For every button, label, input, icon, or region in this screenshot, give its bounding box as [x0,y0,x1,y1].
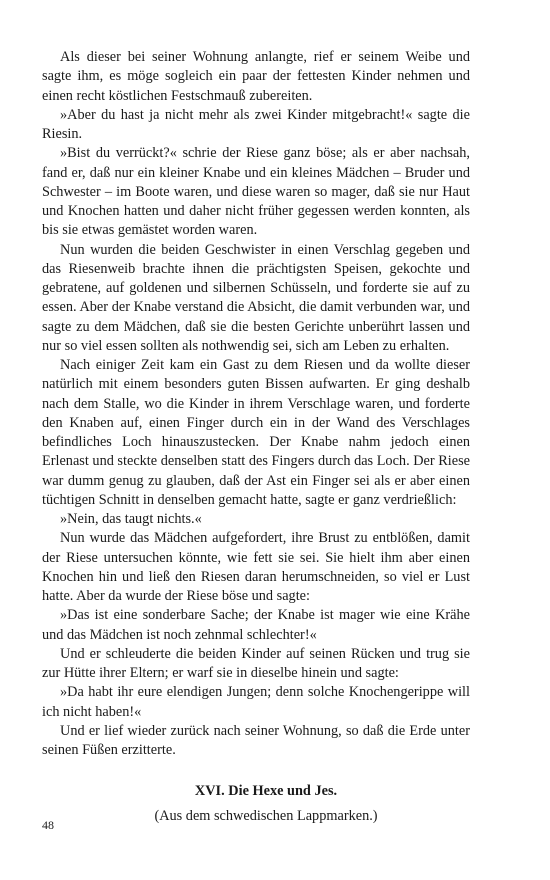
paragraph-7: Nun wurde das Mädchen aufgefordert, ihre Brust zu entblößen, damit der Riese untersuchen könnte, wie fett sie sei. Sie hielt ihm aber einen Knochen hin und ließ den Riesen daran herumschneiden, so viel er Lust hatte. Aber da wurde der Riese böse und sagte: [42,530,470,604]
paragraph-1: Als dieser bei seiner Wohnung anlangte, rief er seinem Weibe und sagte ihm, es möge sogleich ein paar der fettesten Kinder nehmen und einen recht köstlichen Festschmauß zubereiten. [42,49,470,104]
chapter-subtitle: (Aus dem schwedischen Lappmarken.) [154,808,378,825]
paragraph-5: Nach einiger Zeit kam ein Gast zu dem Riesen und da wollte dieser natürlich mit einem besonders guten Bissen aufwarten. Er ging deshalb nach dem Stalle, wo die Kinder in ihrem Verschlage waren, und forderte den Knaben auf, einen Finger durch ein in der Wand des Verschlages befindliches Loch hinauszustecken. Der Knabe nahm jedoch einen Erlenast und steckte denselben statt des Fingers durch das Loch. Der Riese war dumm genug zu glauben, daß der Ast ein Finger sei als er aber einen tüchtigen Schnitt in denselben gemacht hatte, sagte er ganz verdrießlich: [42,357,470,508]
paragraph-4: Nun wurden die beiden Geschwister in einen Verschlag gegeben und das Riesenweib brachte ihnen die prächtigsten Speisen, gekochte und gebratene, auf goldenen und silbernen Schüsseln, und forderte sie auf zu essen. Aber der Knabe verstand die Absicht, die damit verbunden war, und sagte zu dem Mädchen, daß sie die besten Gerichte unberührt lassen und nur so viel essen sollten als nothwendig sei, sich am Leben zu erhalten. [42,241,470,354]
page-body [42,48,470,826]
paragraph-2: »Aber du hast ja nicht mehr als zwei Kinder mitgebracht!« sagte die Riesin. [42,106,470,142]
chapter-title: XVI. Die Hexe und Jes. [194,783,338,800]
page-number: 48 [42,818,54,832]
paragraph-6: »Nein, das taugt nichts.« [60,511,202,527]
paragraph-8: »Das ist eine sonderbare Sache; der Knabe ist mager wie eine Krähe und das Mädchen ist noch zehnmal schlechter!« [42,607,470,643]
paragraph-3: »Bist du verrückt?« schrie der Riese ganz böse; als er aber nachsah, fand er, daß nur ein kleiner Knabe und ein kleines Mädchen – Bruder und Schwester – im Boote waren, und diese waren so mager, daß sie nur Haut und Knochen hatten und daher nicht früher gegessen werden konnten, als bis sie etwas gemästet worden waren. [42,145,470,239]
paragraph-10: »Da habt ihr eure elendigen Jungen; denn solche Knochengerippe will ich nicht haben!« [42,684,470,720]
paragraph-11: Und er lief wieder zurück nach seiner Wohnung, so daß die Erde unter seinen Füßen erzitterte. [42,722,470,758]
paragraph-9: Und er schleuderte die beiden Kinder auf seinen Rücken und trug sie zur Hütte ihrer Eltern; er warf sie in dieselbe hinein und sagte: [42,645,470,681]
